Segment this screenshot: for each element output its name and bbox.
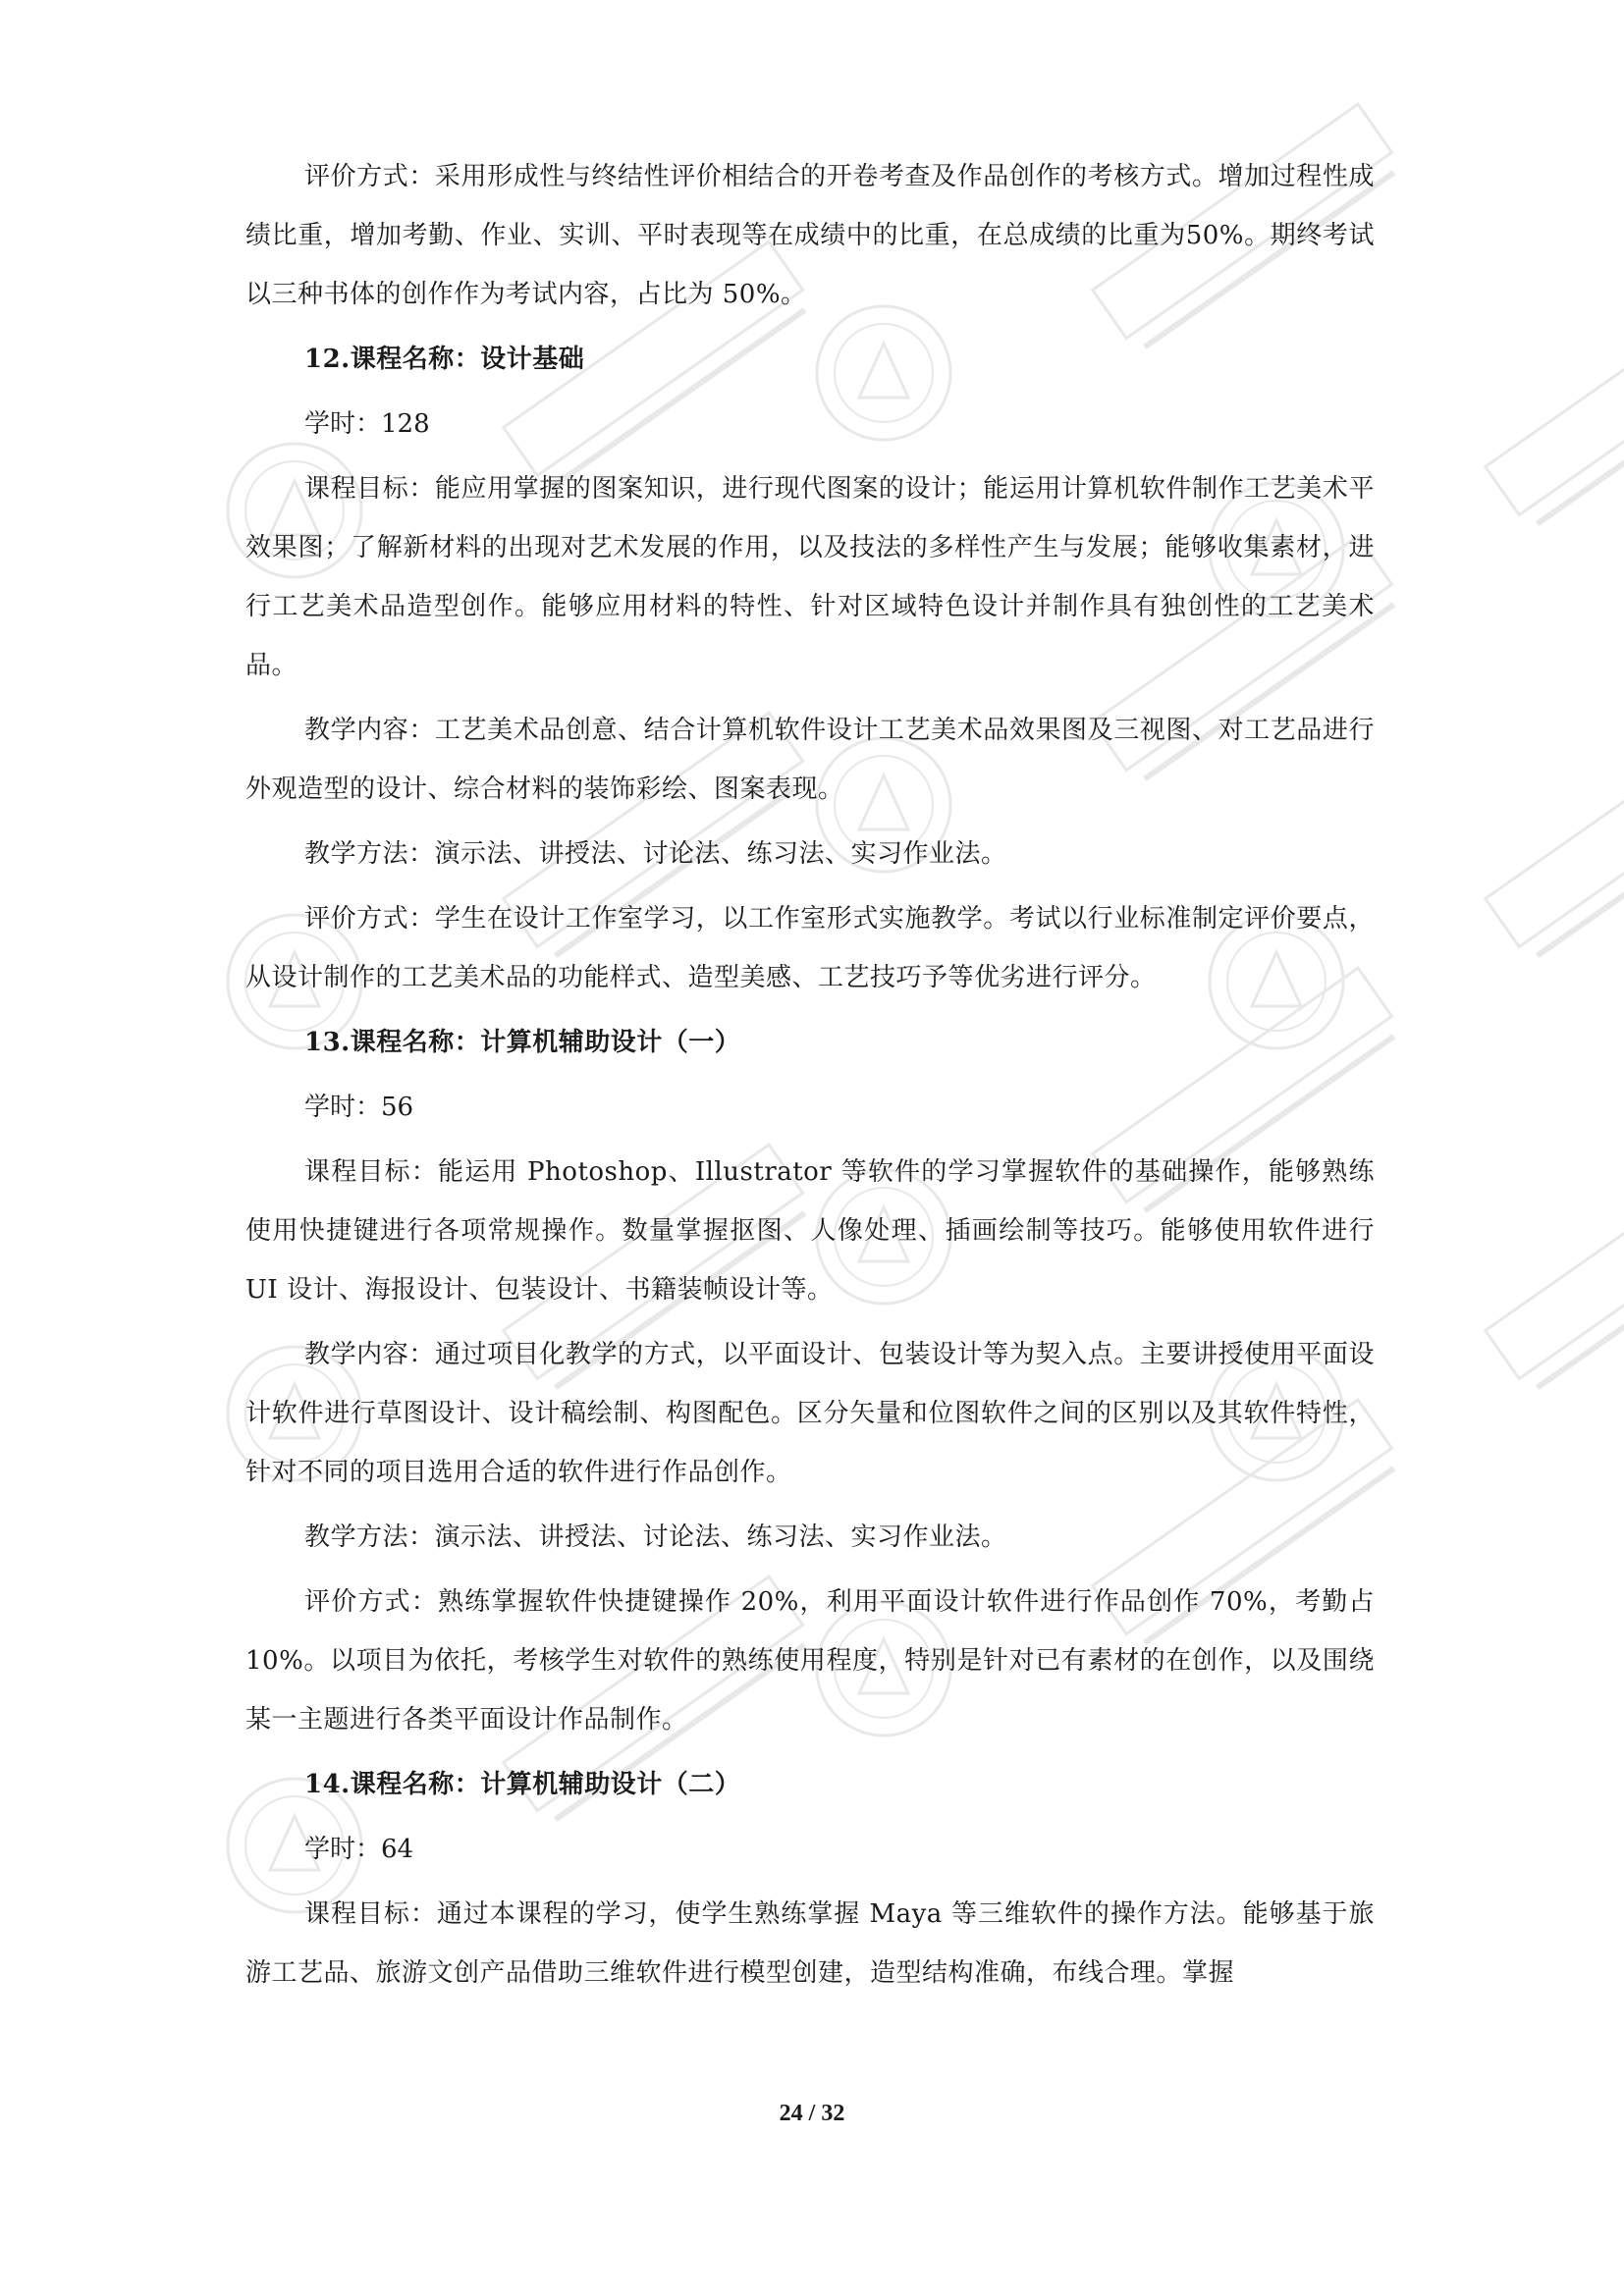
course-12-method: 教学方法：演示法、讲授法、讨论法、练习法、实习作业法。 <box>304 839 1007 869</box>
course-13-hours: 学时：56 <box>304 1093 414 1122</box>
course-13-evaluation: 评价方式：熟练掌握软件快捷键操作 20%，利用平面设计软件进行作品创作 70%，考勤占 10%。以项目为依托，考核学生对软件的熟练使用程度，特别是针对已有素材的在创作，以及围绕某一主题进行各类平面设计作品制作。 <box>245 1587 1375 1735</box>
course-14-title: 14.课程名称：计算机辅助设计（二） <box>304 1770 741 1799</box>
course-13-content: 教学内容：通过项目化教学的方式，以平面设计、包装设计等为契入点。主要讲授使用平面设计软件进行草图设计、设计稿绘制、构图配色。区分矢量和位图软件之间的区别以及其软件特性，针对不同的项目选用合适的软件进行作品创作。 <box>245 1340 1375 1487</box>
course-13-method: 教学方法：演示法、讲授法、讨论法、练习法、实习作业法。 <box>304 1522 1007 1552</box>
course-12-content: 教学内容：工艺美术品创意、结合计算机软件设计工艺美术品效果图及三视图、对工艺品进行外观造型的设计、综合材料的装饰彩绘、图案表现。 <box>245 716 1375 804</box>
course-13-goal: 课程目标：能运用 Photoshop、Illustrator 等软件的学习掌握软件的基础操作，能够熟练使用快捷键进行各项常规操作。数量掌握抠图、人像处理、插画绘制等技巧。能够使用软件进行 UI 设计、海报设计、包装设计、书籍装帧设计等。 <box>245 1157 1375 1305</box>
paragraph-evaluation-prev: 评价方式：采用形成性与终结性评价相结合的开卷考查及作品创作的考核方式。增加过程性成绩比重，增加考勤、作业、实训、平时表现等在成绩中的比重，在总成绩的比重为50%。期终考试以三种书体的创作作为考试内容，占比为 50%。 <box>245 162 1375 309</box>
course-12-evaluation: 评价方式：学生在设计工作室学习，以工作室形式实施教学。考试以行业标准制定评价要点，从设计制作的工艺美术品的功能样式、造型美感、工艺技巧予等优劣进行评分。 <box>245 904 1375 992</box>
document-body <box>245 147 1375 2008</box>
course-12-goal: 课程目标：能应用掌握的图案知识，进行现代图案的设计；能运用计算机软件制作工艺美术平效果图；了解新材料的出现对艺术发展的作用，以及技法的多样性产生与发展；能够收集素材，进行工艺美术品造型创作。能够应用材料的特性、针对区域特色设计并制作具有独创性的工艺美术品。 <box>245 474 1375 680</box>
course-12-title: 12.课程名称：设计基础 <box>304 345 585 374</box>
course-14-hours: 学时：64 <box>304 1835 414 1864</box>
course-14-goal: 课程目标：通过本课程的学习，使学生熟练掌握 Maya 等三维软件的操作方法。能够基于旅游工艺品、旅游文创产品借助三维软件进行模型创建，造型结构准确，布线合理。掌握 <box>245 1899 1375 1988</box>
page-number: 24 / 32 <box>779 2101 845 2126</box>
course-13-title: 13.课程名称：计算机辅助设计（一） <box>304 1028 741 1057</box>
course-12-hours: 学时：128 <box>304 409 430 439</box>
